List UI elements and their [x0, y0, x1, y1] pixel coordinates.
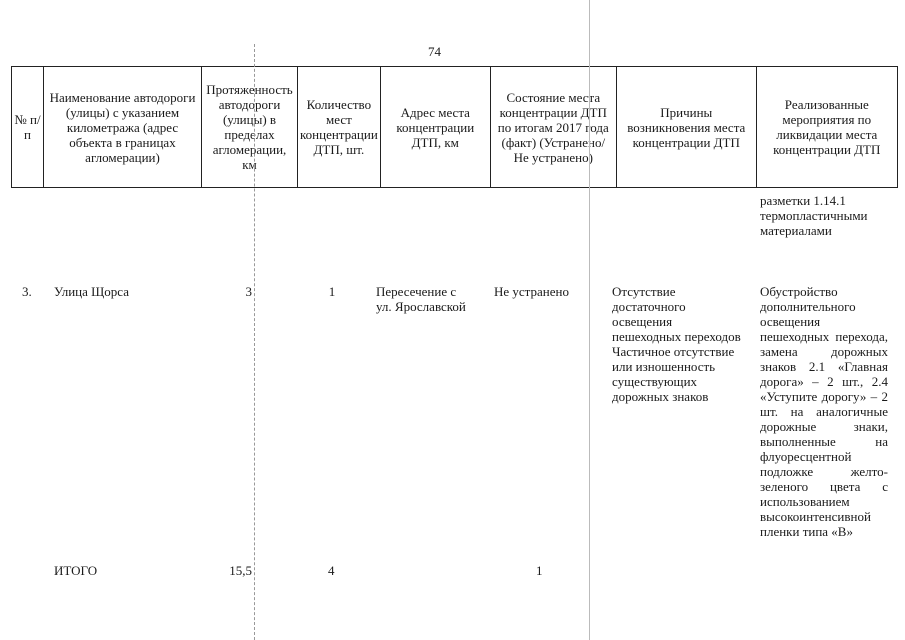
page-number: 74 — [428, 44, 441, 59]
header-length: Протяженность автодороги (улицы) в пределах агломерации, км — [202, 67, 298, 188]
total-not-fixed: 1 — [536, 563, 543, 578]
row3-name: Улица Щорса — [54, 284, 129, 299]
total-label: ИТОГО — [54, 563, 98, 578]
header-measures: Реализованные мероприятия по ликвидации места концентрации ДТП — [756, 67, 897, 188]
scan-artifact-line — [589, 0, 590, 640]
header-num: № п/п — [12, 67, 44, 188]
header-status: Состояние места концентрации ДТП по итогам 2017 года (факт) (Устранено/ Не устранено) — [490, 67, 616, 188]
total-length: 15,5 — [229, 563, 252, 578]
header-causes: Причины возникновения места концентрации ДТП — [616, 67, 756, 188]
row3-measures: Обустройство дополнительного освещения пешеходных перехода, замена дорожных знаков 2.1 «Главная дорога» – 2 шт., 2.4 «Уступите дорогу» – 2 шт. на аналогичные дорожные знаки, выполненные на флуоресцентной подложке желто-зеленого цвета с использованием высокоинтенсивной пленки типа «В» — [760, 284, 888, 539]
header-row — [12, 67, 898, 188]
row3-length: 3 — [245, 284, 252, 299]
row3-count: 1 — [328, 284, 336, 299]
total-count: 4 — [328, 563, 335, 578]
row3-address: Пересечение с ул. Ярославской — [376, 284, 466, 314]
header-road-name: Наименование автодороги (улицы) с указанием километража (адрес объекта в границах агломерации) — [44, 67, 202, 188]
scan-artifact-line — [254, 44, 255, 640]
row3-num: 3. — [22, 284, 32, 299]
measures-continuation: разметки 1.14.1 термопластичными материалами — [760, 193, 868, 238]
header-count: Количество мест концентрации ДТП, шт. — [298, 67, 381, 188]
row3-causes: Отсутствие достаточного освещения пешеходных переходов Частичное отсутствие или изношенность существующих дорожных знаков — [612, 284, 741, 404]
table-header — [11, 66, 898, 188]
row3-status: Не устранено — [494, 284, 569, 299]
header-address: Адрес места концентрации ДТП, км — [380, 67, 490, 188]
